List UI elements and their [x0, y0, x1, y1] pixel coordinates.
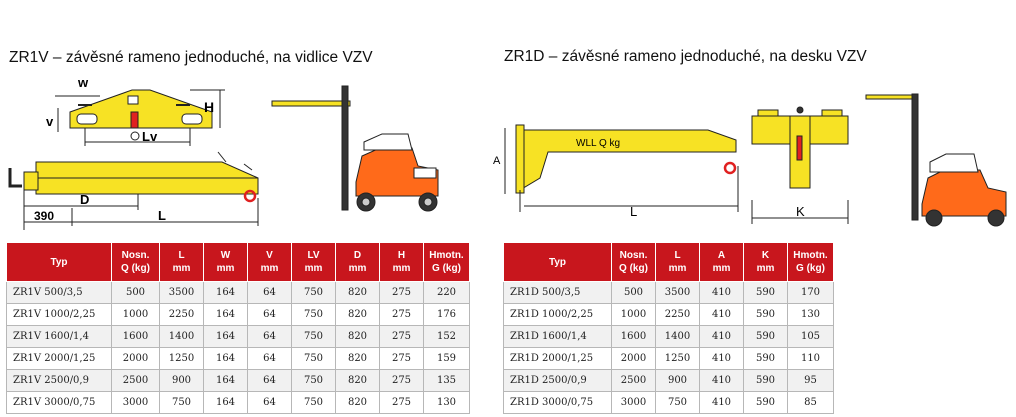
- table-row: [504, 392, 834, 414]
- value-cell: 105: [788, 326, 834, 348]
- type-cell: ZR1D 2000/1,25: [504, 348, 612, 370]
- value-cell: 164: [204, 370, 248, 392]
- value-cell: 164: [204, 304, 248, 326]
- col-header: K mm: [744, 243, 788, 282]
- value-cell: 164: [204, 392, 248, 414]
- value-cell: 410: [700, 392, 744, 414]
- col-header: L mm: [160, 243, 204, 282]
- zr1v-spec-table: [6, 242, 470, 414]
- value-cell: 590: [744, 348, 788, 370]
- value-cell: 750: [160, 392, 204, 414]
- dim-l-right-label: L: [630, 204, 638, 219]
- dim-k-label: K: [796, 204, 805, 219]
- value-cell: 750: [292, 370, 336, 392]
- left-title: ZR1V – závěsné rameno jednoduché, na vidlice VZV: [9, 49, 373, 66]
- value-cell: 500: [612, 282, 656, 304]
- value-cell: 64: [248, 282, 292, 304]
- value-cell: 1000: [112, 304, 160, 326]
- type-cell: ZR1V 2000/1,25: [7, 348, 112, 370]
- dim-a-label: A: [493, 155, 501, 167]
- forklift-left: [272, 86, 438, 211]
- value-cell: 590: [744, 326, 788, 348]
- value-cell: 410: [700, 370, 744, 392]
- value-cell: 3500: [160, 282, 204, 304]
- right-title: ZR1D – závěsné rameno jednoduché, na desku VZV: [504, 48, 867, 65]
- value-cell: 275: [380, 304, 424, 326]
- value-cell: 2000: [612, 348, 656, 370]
- dim-h-label: H: [204, 99, 215, 115]
- col-header: H mm: [380, 243, 424, 282]
- table-row: [7, 282, 470, 304]
- table-row: [504, 348, 834, 370]
- value-cell: 170: [788, 282, 834, 304]
- col-header: Typ: [7, 243, 112, 282]
- col-header: LV mm: [292, 243, 336, 282]
- value-cell: 64: [248, 370, 292, 392]
- table-row: [7, 326, 470, 348]
- value-cell: 130: [788, 304, 834, 326]
- value-cell: 750: [292, 392, 336, 414]
- value-cell: 820: [336, 370, 380, 392]
- value-cell: 750: [292, 282, 336, 304]
- value-cell: 2500: [612, 370, 656, 392]
- value-cell: 275: [380, 348, 424, 370]
- value-cell: 750: [292, 348, 336, 370]
- zr1v-front-view: [55, 90, 225, 146]
- value-cell: 176: [424, 304, 470, 326]
- table-row: [504, 326, 834, 348]
- value-cell: 220: [424, 282, 470, 304]
- value-cell: 135: [424, 370, 470, 392]
- value-cell: 410: [700, 348, 744, 370]
- type-cell: ZR1D 2500/0,9: [504, 370, 612, 392]
- value-cell: 275: [380, 282, 424, 304]
- col-header: Hmotn. G (kg): [788, 243, 834, 282]
- value-cell: 590: [744, 370, 788, 392]
- value-cell: 410: [700, 304, 744, 326]
- value-cell: 820: [336, 392, 380, 414]
- value-cell: 164: [204, 282, 248, 304]
- value-cell: 1600: [112, 326, 160, 348]
- type-cell: ZR1D 1600/1,4: [504, 326, 612, 348]
- type-cell: ZR1V 2500/0,9: [7, 370, 112, 392]
- type-cell: ZR1V 3000/0,75: [7, 392, 112, 414]
- forklift-right: [866, 94, 1006, 226]
- value-cell: 275: [380, 326, 424, 348]
- col-header: V mm: [248, 243, 292, 282]
- value-cell: 275: [380, 392, 424, 414]
- value-cell: 410: [700, 282, 744, 304]
- value-cell: 1600: [612, 326, 656, 348]
- value-cell: 820: [336, 326, 380, 348]
- value-cell: 164: [204, 326, 248, 348]
- col-header: Hmotn. G (kg): [424, 243, 470, 282]
- value-cell: 820: [336, 304, 380, 326]
- table-header-row: [7, 243, 470, 282]
- zr1d-spec-table: [503, 242, 834, 414]
- value-cell: 590: [744, 304, 788, 326]
- type-cell: ZR1V 1000/2,25: [7, 304, 112, 326]
- value-cell: 750: [292, 326, 336, 348]
- col-header: A mm: [700, 243, 744, 282]
- col-header: L mm: [656, 243, 700, 282]
- table-row: [7, 348, 470, 370]
- value-cell: 85: [788, 392, 834, 414]
- value-cell: 110: [788, 348, 834, 370]
- value-cell: 95: [788, 370, 834, 392]
- wll-label: WLL Q kg: [576, 138, 621, 149]
- table-row: [504, 370, 834, 392]
- table-row: [504, 304, 834, 326]
- value-cell: 64: [248, 304, 292, 326]
- value-cell: 1250: [656, 348, 700, 370]
- value-cell: 1250: [160, 348, 204, 370]
- col-header: Nosn. Q (kg): [612, 243, 656, 282]
- value-cell: 2000: [112, 348, 160, 370]
- value-cell: 750: [656, 392, 700, 414]
- value-cell: 590: [744, 392, 788, 414]
- value-cell: 159: [424, 348, 470, 370]
- value-cell: 3500: [656, 282, 700, 304]
- value-cell: 64: [248, 392, 292, 414]
- value-cell: 2250: [656, 304, 700, 326]
- dim-390-label: 390: [34, 209, 55, 223]
- value-cell: 750: [292, 304, 336, 326]
- dim-v-label: v: [46, 114, 54, 129]
- value-cell: 2500: [112, 370, 160, 392]
- zr1d-side-view: [505, 125, 738, 212]
- type-cell: ZR1D 1000/2,25: [504, 304, 612, 326]
- value-cell: 64: [248, 326, 292, 348]
- table-row: [7, 392, 470, 414]
- value-cell: 2250: [160, 304, 204, 326]
- value-cell: 64: [248, 348, 292, 370]
- value-cell: 3000: [112, 392, 160, 414]
- value-cell: 900: [656, 370, 700, 392]
- value-cell: 820: [336, 348, 380, 370]
- dim-d-label: D: [80, 192, 90, 207]
- table-row: [7, 304, 470, 326]
- col-header: W mm: [204, 243, 248, 282]
- value-cell: 130: [424, 392, 470, 414]
- value-cell: 590: [744, 282, 788, 304]
- value-cell: 900: [160, 370, 204, 392]
- type-cell: ZR1D 500/3,5: [504, 282, 612, 304]
- table-row: [504, 282, 834, 304]
- table-row: [7, 370, 470, 392]
- type-cell: ZR1V 1600/1,4: [7, 326, 112, 348]
- value-cell: 3000: [612, 392, 656, 414]
- value-cell: 275: [380, 370, 424, 392]
- value-cell: 820: [336, 282, 380, 304]
- value-cell: 1400: [656, 326, 700, 348]
- dim-w-label: w: [78, 75, 89, 90]
- dim-lv-label: Lv: [142, 129, 158, 144]
- col-header: Typ: [504, 243, 612, 282]
- value-cell: 500: [112, 282, 160, 304]
- type-cell: ZR1V 500/3,5: [7, 282, 112, 304]
- type-cell: ZR1D 3000/0,75: [504, 392, 612, 414]
- value-cell: 1400: [160, 326, 204, 348]
- dim-l-label: L: [158, 208, 166, 223]
- value-cell: 152: [424, 326, 470, 348]
- col-header: D mm: [336, 243, 380, 282]
- col-header: Nosn. Q (kg): [112, 243, 160, 282]
- value-cell: 164: [204, 348, 248, 370]
- table-header-row: [504, 243, 834, 282]
- value-cell: 410: [700, 326, 744, 348]
- value-cell: 1000: [612, 304, 656, 326]
